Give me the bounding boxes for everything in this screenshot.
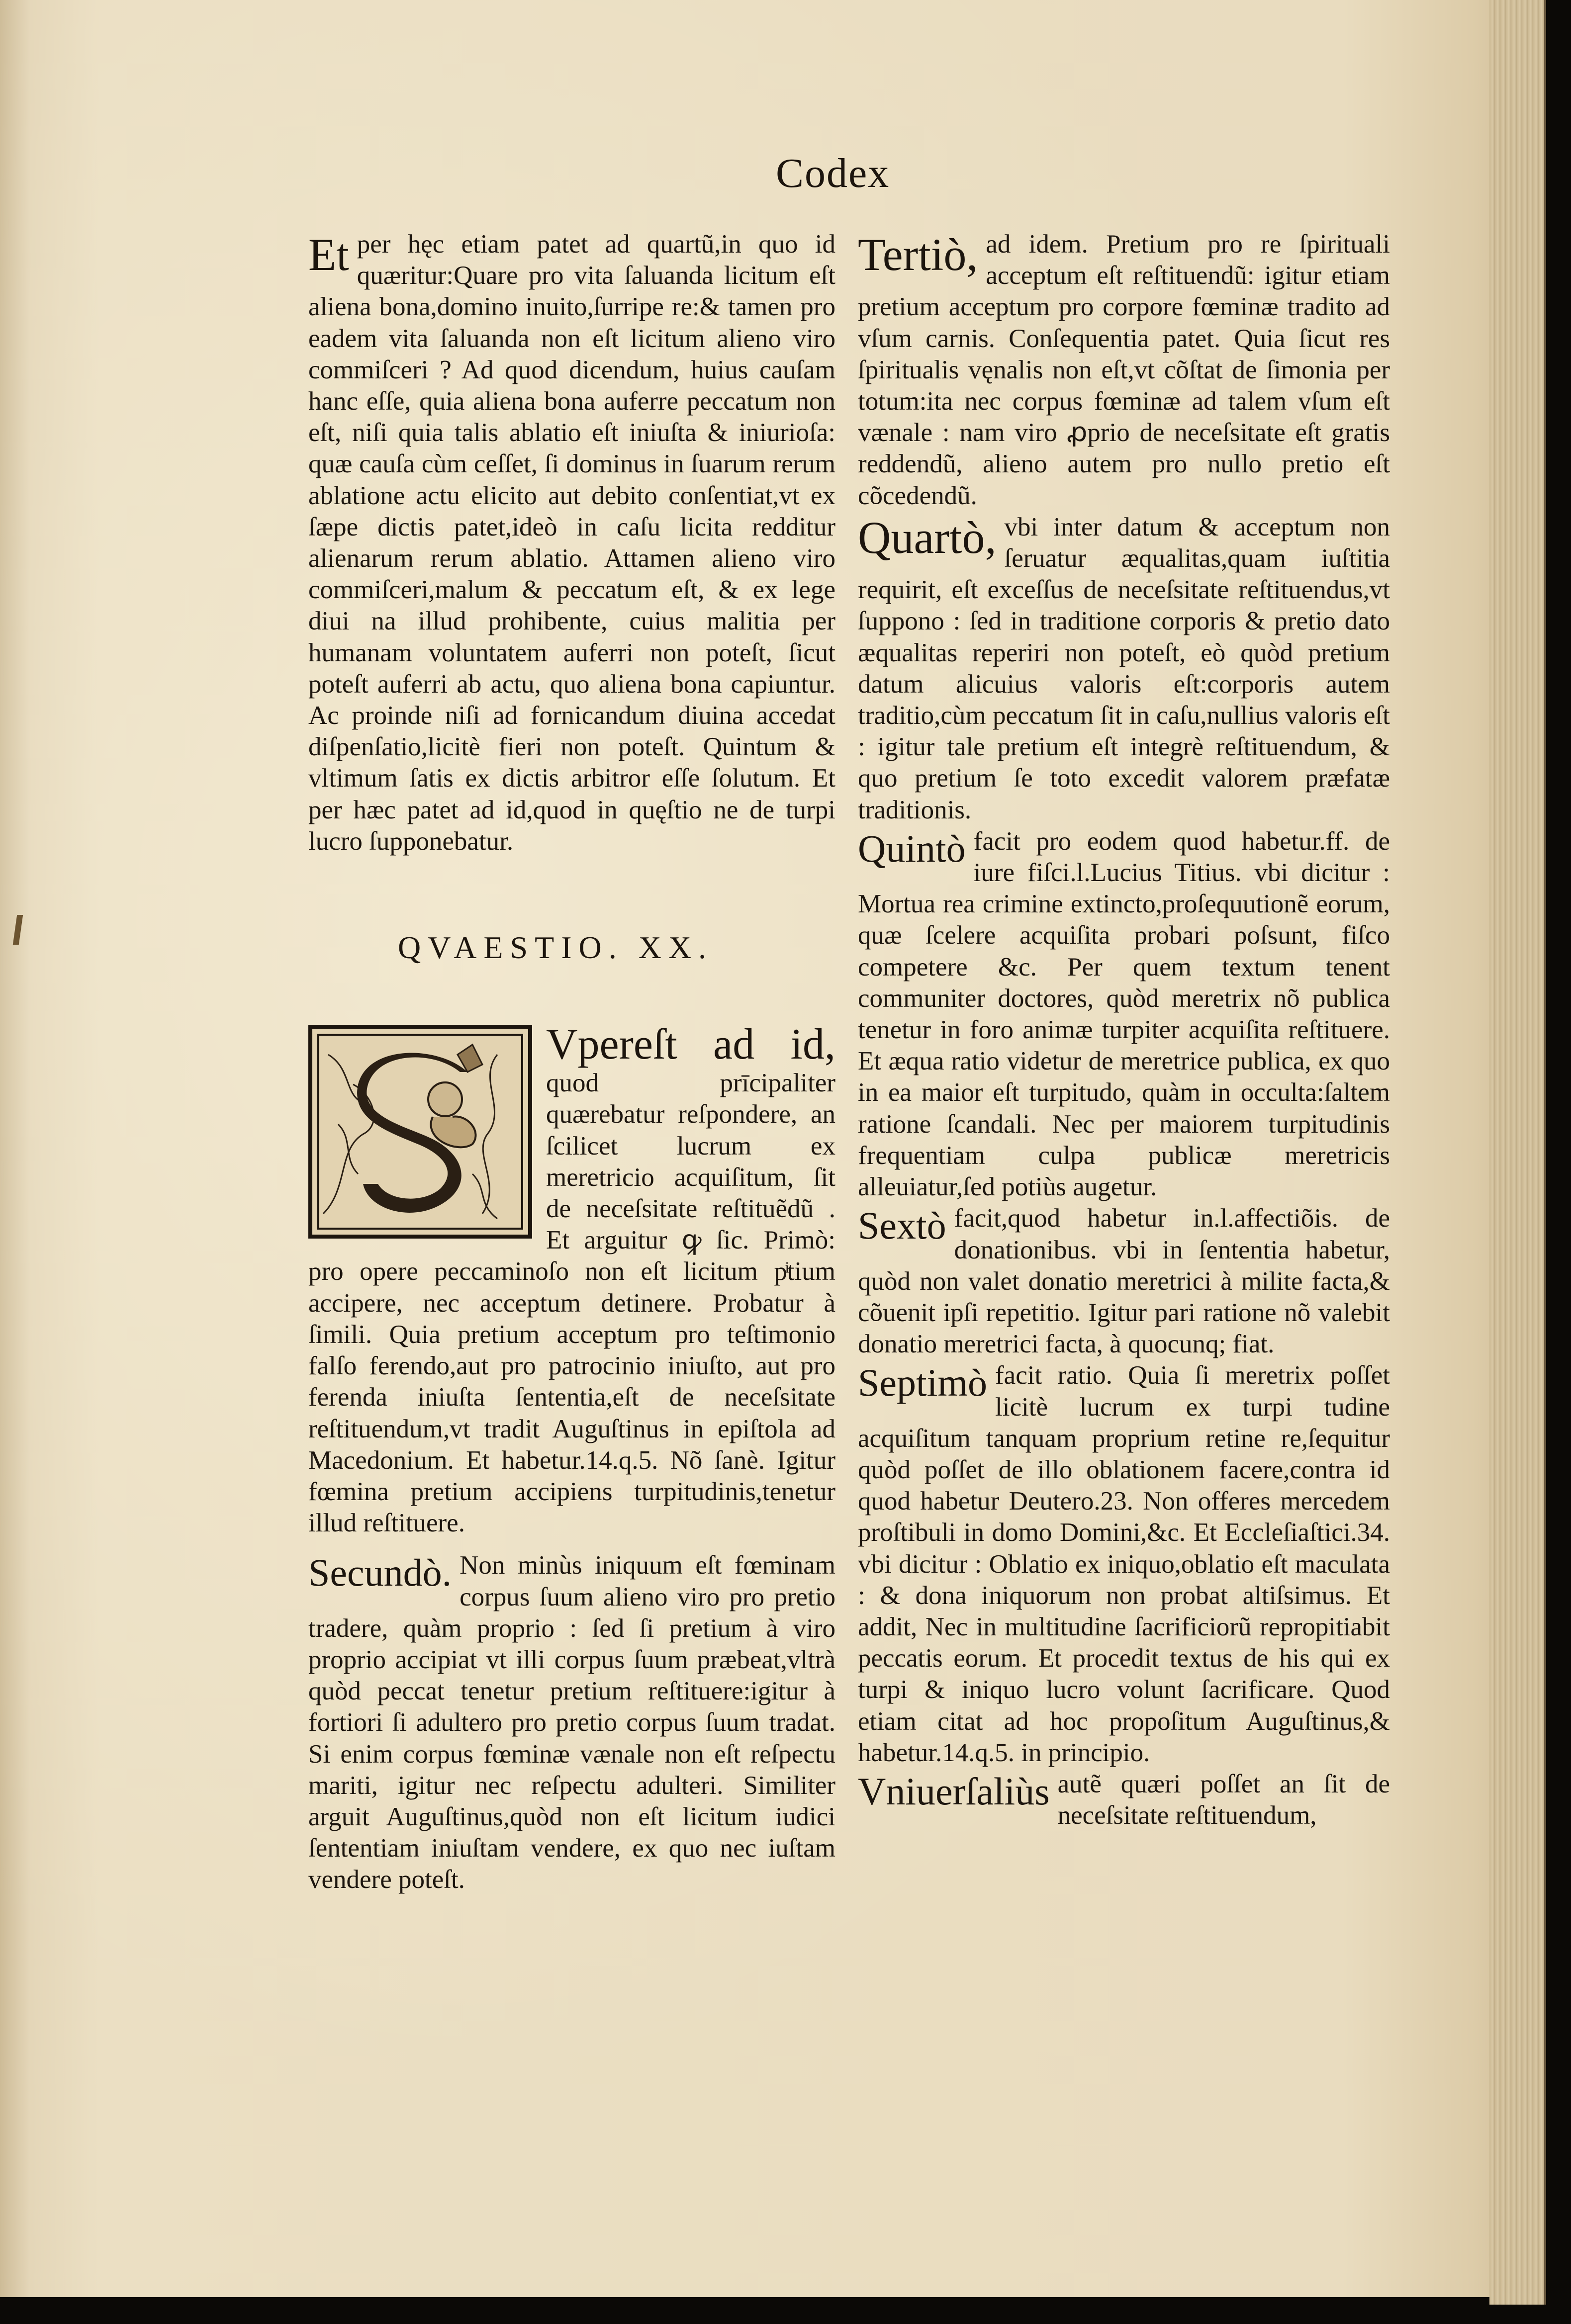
- paragraph-septimo: [858, 1360, 1390, 1769]
- left-column: [308, 229, 835, 1896]
- paragraph-text: ad idem. Pretium pro re ſpirituali acceptum eſt reſtituendũ: igitur etiam pretium acceptum pro corpore fœminæ tradito ad vſum carnis. Conſequentia patet. Quia ſicut res ſpiritualis vęnalis non eſt,vt cõſtat de ſimonia per totum:ita nec corpus fœminæ ad talem vſum eſt vænale : nam viro ꝓprio de neceſsitate eſt gratis reddendũ, alieno autem pro nullo pretio eſt cõcedendũ.: [858, 230, 1390, 510]
- paragraph-initial: Quintò: [858, 826, 966, 870]
- paragraph-text: facit pro eodem quod habetur.ff. de iure fiſci.l.Lucius Titius. vbi dicitur : Mortua rea crimine extincto,proſequutionẽ eorum, quæ ſcelere acquiſita probari poſsunt, fiſco competere &c. Per quem textum tenent communiter doctores, quòd meretrix nõ publica tenetur in foro animæ turpiter acquiſita reſtituere. Et æqua ratio videtur de meretrice publica, ex quo in ea maior eſt turpitudo, quàm in occulta:ſaltem ratione ſcandali. Nec per maiorem turpitudinis frequentiam culpa publicæ meretricis alleuiatur,ſed potiùs augetur.: [858, 826, 1390, 1202]
- paragraph-superest: [308, 1022, 835, 1539]
- paragraph-text: autẽ quæri poſſet an ſit de neceſsitate reſtituendum,: [1057, 1769, 1390, 1830]
- paragraph-et: [308, 229, 835, 857]
- paragraph-quarto: [858, 512, 1390, 826]
- paragraph-initial: Et: [308, 229, 349, 280]
- woodcut-initial-icon: [308, 1025, 532, 1239]
- paragraph-initial: Quartò,: [858, 512, 997, 563]
- paragraph-text: Non minùs iniquum eſt fœminam corpus ſuum alieno viro pro pretio tradere, quàm proprio : ſed ſi pretium à viro proprio accipiat vt illi corpus ſuum præbeat,vltrà quòd peccat tenetur pretium reſtituere:igitur à fortiori ſi adultero pro pretio corpus ſuum tradat. Si enim corpus fœminæ vænale non eſt reſpectu mariti, igitur nec reſpectu adulteri. Similiter arguit Auguſtinus,quòd non eſt licitum iudici ſententiam iniuſtam vendere, ex quo nec iuſtam vendere poteſt.: [308, 1551, 835, 1894]
- paragraph-vniuersalius: [858, 1769, 1390, 1831]
- running-head: Codex: [776, 150, 890, 196]
- paragraph-initial: Sextò: [858, 1204, 946, 1248]
- paragraph-sexto: [858, 1203, 1390, 1360]
- right-column: [858, 229, 1390, 1831]
- paragraph-initial: Secundò.: [308, 1551, 452, 1595]
- paragraph-text: quod prīcipaliter quærebatur reſpondere, an ſcilicet lucrum ex meretricio acquiſitum, ſit de neceſsitate reſtituẽdũ . Et arguitur ꝙ ſic. Primò: pro opere peccaminoſo non eſt licitum pͥtium accipere, nec acceptum detinere. Probatur à ſimili. Quia pretium acceptum pro teſtimonio falſo ferendo,aut pro patrocinio iniuſto, aut pro ferenda iniuſta ſententia,eſt de neceſsitate reſtituendum,vt tradit Auguſtinus in epiſtola ad Macedonium. Et habetur.14.q.5. Nõ ſanè. Igitur fœmina pretium accipiens turpitudinis,tenetur illud reſtituere.: [308, 1069, 835, 1538]
- paragraph-initial: Septimò: [858, 1361, 988, 1405]
- paragraph-text: facit ratio. Quia ſi meretrix poſſet licitè lucrum ex turpi tudine acquiſitum tanquam proprium retine re,ſequitur quòd poſſet de illo oblationem facere,contra id quod habetur Deutero.23. Non offeres mercedem proſtibuli in domo Domini,&c. Et Eccleſiaſtici.34. vbi dicitur : Oblatio ex iniquo,oblatio eſt maculata : & dona iniquorum non probat altiſsimus. Et addit, Nec in multitudine ſacrificiorũ repropitiabit peccatis eorum. Et procedit textus de his qui ex turpi & iniquo lucro volunt ſacrificare. Quod etiam citat ad hoc propoſitum Auguſtinus,& habetur.14.q.5. in principio.: [858, 1361, 1390, 1767]
- paragraph-text: per hęc etiam patet ad quartũ,in quo id quæritur:Quare pro vita ſaluanda licitum eſt aliena bona,domino inuito,ſurripe re:& tamen pro eadem vita ſaluanda non eſt licitum alieno viro commiſceri ? Ad quod dicendum, huius cauſam hanc eſſe, quia aliena bona auferre peccatum non eſt, niſi quia talis ablatio eſt iniuſta & iniurioſa: quæ cauſa cùm ceſſet, ſi dominus in ſuarum rerum ablatione actu elicito aut debito conſentiat,vt ex ſæpe dictis patet,ideò in caſu licita redditur alienarum rerum ablatio. Attamen alieno viro commiſceri,malum & peccatum eſt, & ex lege diui na illud prohibente, cuius malitia per humanam voluntatem auferri non poteſt, ſicut poteſt auferri ab actu, quo aliena bona capiuntur. Ac proinde niſi ad fornicandum diuina accedat diſpenſatio,licitè fieri non poteſt. Quintum & vltimum ſatis ex dictis arbitror eſſe ſolutum. Et per hæc patet ad id,quod in quęſtio ne de turpi lucro ſupponebatur.: [308, 230, 835, 856]
- gutter-mark: [13, 915, 23, 945]
- paragraph-quinto: [858, 826, 1390, 1203]
- paragraph-initial: Tertiò,: [858, 229, 978, 280]
- superest-opener: Vpereſt ad id,: [546, 1020, 835, 1069]
- page-edge-stack: [1489, 0, 1546, 2305]
- paragraph-secundo: [308, 1550, 835, 1895]
- quaestio-heading: QVAESTIO. XX.: [398, 930, 714, 966]
- paragraph-tertio: [858, 229, 1390, 512]
- paragraph-text: facit,quod habetur in.l.affectiõis. de donationibus. vbi in ſententia habetur, quòd non valet donatio meretrici à milite facta,& cõuenit ipſi repetitio. Igitur pari ratione nõ valebit donatio meretrici facta, à quocunq; fiat.: [858, 1204, 1390, 1359]
- paragraph-initial: Vniuerſaliùs: [858, 1769, 1050, 1813]
- paragraph-text: vbi inter datum & acceptum non ſeruatur æqualitas,quam iuſtitia requirit, eſt exceſſus de neceſsitate reſtituendus,vt ſuppono : ſed in traditione corporis & pretio dato æqualitas reperiri non poteſt, eò quòd pretium datum alicuius valoris eſt:corporis autem traditio,cùm peccatum ſit in caſu,nullius valoris eſt : igitur tale pretium eſt integrè reſtituendum, & quo pretium ſe toto excedit valorem præfatæ traditionis.: [858, 512, 1390, 824]
